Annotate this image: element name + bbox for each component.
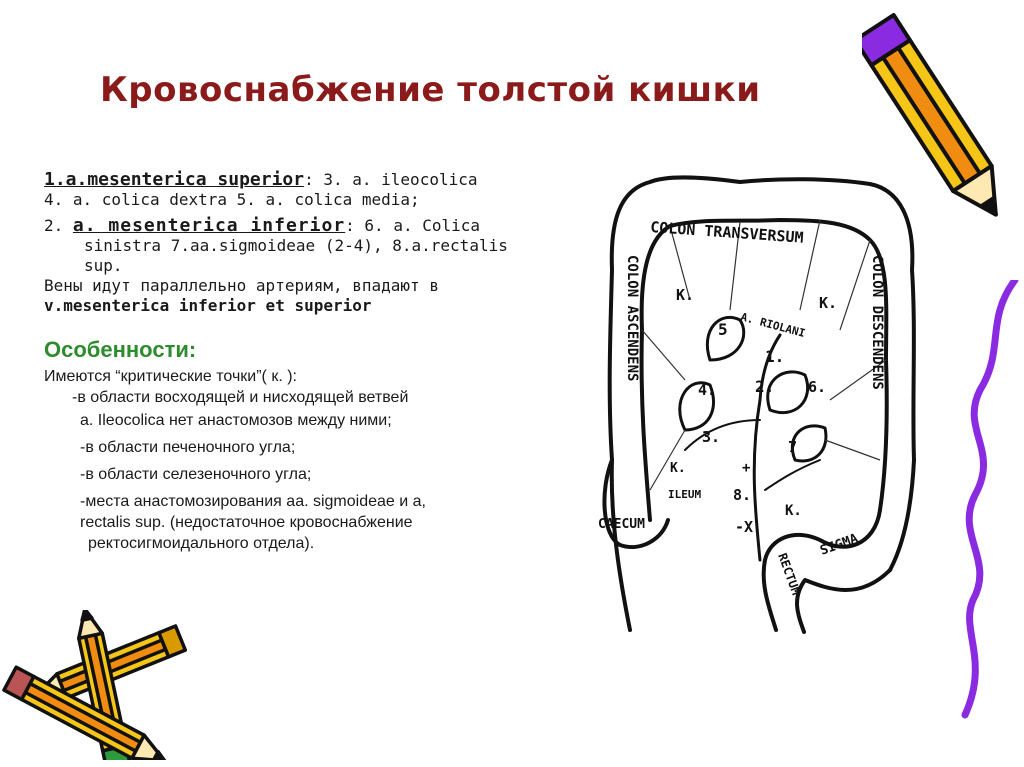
- artery-inferior: a. mesenterica inferior: [72, 215, 346, 236]
- slide-title: Кровоснабжение толстой кишки: [100, 70, 761, 110]
- feature-item-3: -в области селезеночного угла;: [80, 466, 312, 483]
- artery-line-3-rest: : 6. a. Colica: [345, 216, 481, 235]
- artery-line-1-rest: : 3. a. ileocolica: [304, 170, 478, 189]
- label-n1: 1.: [765, 347, 785, 366]
- pencils-icon: [0, 610, 210, 760]
- artery-line-2: 4. a. colica dextra 5. a. colica media;: [44, 190, 420, 209]
- label-sigma: SIGMA: [818, 531, 861, 559]
- features-heading: Особенности:: [44, 337, 197, 362]
- label-caecum: CAECUM: [598, 517, 645, 532]
- feature-item-4a: -места анастомозирования аа. sigmoideae и а,: [80, 493, 426, 510]
- label-n2: 2.: [755, 377, 775, 396]
- label-n8: 8.: [733, 486, 752, 504]
- feature-item-4c: ректосигмоидального отдела).: [88, 535, 315, 552]
- label-colon-descendens: COLON DESCENDENS: [869, 255, 885, 390]
- pencil-icon: [862, 4, 1012, 244]
- label-k-4: К.: [785, 503, 802, 519]
- label-n4: 4.: [698, 381, 717, 399]
- artery-line-5: sup.: [84, 256, 123, 275]
- label-ileum: ILEUM: [668, 488, 702, 501]
- label-colon-ascendens: COLON ASCENDENS: [624, 255, 640, 382]
- label-rectum: RECTUM: [775, 551, 804, 597]
- swirl-decoration: [955, 280, 1024, 720]
- label-k-1: К.: [676, 286, 695, 304]
- artery-line-4: sinistra 7.aa.sigmoideae (2-4), 8.a.rectalis: [84, 236, 508, 255]
- artery-line-1: [44, 170, 584, 190]
- label-n7: 7: [788, 438, 798, 456]
- veins-line-2: v.mesenterica inferior et superior: [44, 296, 372, 315]
- label-n6: 6.: [808, 378, 827, 396]
- label-minus-x: -X: [735, 518, 754, 536]
- features-intro: Имеются “критические точки”( к. ):: [44, 368, 297, 385]
- artery-line-3-num: 2.: [44, 216, 73, 235]
- label-n5: 5: [718, 320, 728, 339]
- label-n3: 3.: [702, 428, 721, 446]
- label-colon-transversum: COLON TRANSVERSUM: [649, 218, 805, 247]
- slide-body: [44, 170, 584, 554]
- label-k-3: К.: [670, 461, 686, 476]
- feature-item-2: -в области печеночного угла;: [80, 439, 296, 456]
- feature-item-4b: rectalis sup. (недостаточное кровоснабжение: [80, 514, 413, 531]
- label-plus: +: [742, 460, 751, 476]
- feature-item-1a: -в области восходящей и нисходящей ветвей: [72, 389, 409, 406]
- label-a-riolani: A. RIOLANI: [739, 310, 807, 341]
- label-k-2: К.: [819, 294, 838, 312]
- feature-item-1b: а. Ileocolica нет анастомозов между ними;: [80, 412, 392, 429]
- artery-superior: 1.a.mesenterica superior: [44, 169, 305, 190]
- veins-line-1: Вены идут параллельно артериям, впадают в: [44, 276, 439, 295]
- artery-line-3: [44, 216, 584, 236]
